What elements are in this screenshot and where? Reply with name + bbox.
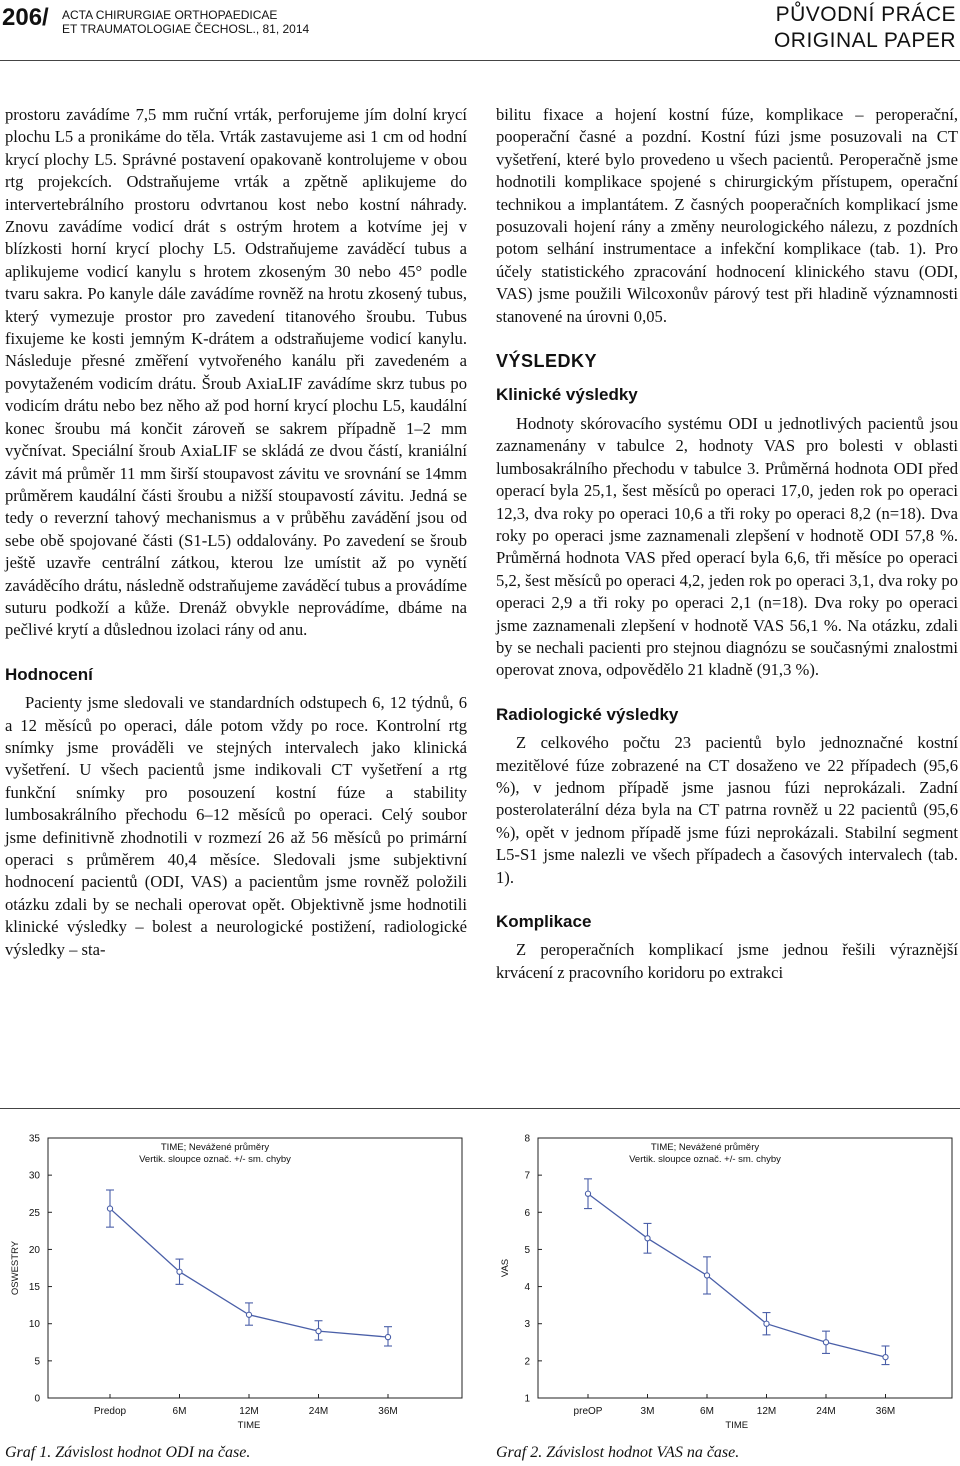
section-cz: PŮVODNÍ PRÁCE [775, 3, 956, 26]
chart-vas [490, 1118, 960, 1438]
chart-title-line-2: Vertik. sloupce označ. +/- sm. chyby [139, 1154, 291, 1165]
right-paragraph-1: bilitu fixace a hojení kostní fúze, komplikace – peroperační, pooperační časné a pozdní. Kostní fúzi jsme posuzovali na CT vyšetření, které bylo provedeno u všech pacientů. Peroperačně jsme hodnotili komplikace spojené s chirurgickým přístupem, operační technikou a implantátem. Z časných pooperačních komplikací jsme posuzovali hojení rány a změny neurologického nálezu, z pozdních potom selhání instrumentace a infekční komplikace (tab. 1). Pro účely statistického zpracování hodnocení klinického stavu (ODI, VAS) jsme použili Wilcoxonův párový test při hladině významnosti stanovené na úrovni 0,05. [496, 105, 958, 326]
data-point [764, 1321, 769, 1326]
journal-line-1: ACTA CHIRURGIAE ORTHOPAEDICAE [62, 8, 278, 22]
y-tick-label: 5 [524, 1244, 530, 1256]
y-tick-label: 20 [28, 1244, 40, 1256]
journal-line-2: ET TRAUMATOLOGIAE ČECHOSL., 81, 2014 [62, 22, 310, 36]
right-paragraph-2: Hodnoty skórovacího systému ODI u jednotlivých pacientů jsou zaznamenány v tabulce 2, hodnoty VAS pro bolesti v oblasti lumbosakrálního přechodu v tabulce 3. Průměrná hodnota ODI před operací byla 25,1, šest měsíců po operaci 17,0, jeden rok po operaci 12,3, dva roky po operaci 10,6 a tři roky po operaci 8,2 (n=18). Dva roky po operaci jsme zaznamenali zlepšení v hodnotě ODI 57,8 %. Průměrná hodnota VAS před operací byla 6,6, tři měsíce po operaci 5,2, šest měsíců po operaci 4,2, jeden rok po operaci 3,1, dva roky po operaci 2,9 a tři roky po operaci 2,1 (n=18). Dva roky po operaci jsme zaznamenali zlepšení v hodnotě VAS 56,1 %. Na otázku, zdali by se nechali pacienti pro stejnou diagnózu se současnými znalostmi operovat znova, odpovědělo 21 kladně (91,3 %). [496, 413, 958, 680]
heading-komplikace: Komplikace [496, 912, 592, 931]
data-point [246, 1312, 251, 1317]
figure-divider [0, 1108, 960, 1109]
left-column [5, 104, 467, 961]
y-tick-label: 30 [28, 1170, 40, 1182]
y-tick-label: 25 [28, 1207, 40, 1219]
x-tick-label: 12M [239, 1406, 259, 1417]
y-tick-label: 15 [28, 1282, 40, 1294]
chart-odi [0, 1118, 470, 1438]
x-tick-label: 12M [756, 1406, 777, 1417]
x-tick-label: 24M [308, 1406, 329, 1417]
data-point [704, 1273, 709, 1278]
data-point [316, 1329, 321, 1334]
x-tick-label: Predop [93, 1406, 127, 1417]
journal-name [62, 8, 362, 36]
data-point [177, 1269, 182, 1274]
y-tick-label: 35 [28, 1133, 40, 1145]
y-tick-label: 8 [524, 1133, 530, 1145]
data-point [823, 1340, 828, 1345]
data-point [585, 1191, 590, 1196]
x-tick-label: 6M [700, 1406, 714, 1417]
heading-vysledky: VÝSLEDKY [496, 351, 598, 372]
plot-frame [48, 1138, 462, 1398]
y-axis-label: OSWESTRY [10, 1240, 21, 1296]
caption-graf-2: Graf 2. Závislost hodnot VAS na čase. [496, 1444, 740, 1461]
x-tick-label: 36M [378, 1406, 398, 1417]
chart-vas-svg [490, 1118, 960, 1438]
x-tick-label: 6M [172, 1406, 187, 1417]
chart-odi-svg [0, 1118, 470, 1438]
section-label [774, 2, 956, 54]
left-paragraph-2: Pacienty jsme sledovali ve standardních odstupech 6, 12 týdnů, 6 a 12 měsíců po operaci, dále potom vždy po roce. Kontrolní rtg snímky jsme prováděli ve stejných intervalech jako klinická vyšetření. U všech pacientů jsme indikovali CT vyšetření a rtg funkční snímky pro posouzení kostní fúze a stability lumbosakrálního přechodu 6–12 měsíců po operaci. Celý soubor jsme definitivně zhodnotili v rozmezí 26 až 56 měsíců po primární operaci s průměrem 40,4 měsíce. Sledovali jsme subjektivní hodnocení pacientů (ODI, VAS) a pacientům jsme rovněž položili otázku zdali by se nechali operovat opět. Objektivně jsme hodnotili klinické výsledky – bolest a neurologické postižení, radiologické výsledky – sta- [5, 693, 467, 959]
chart-title-line-1: TIME; Nevážené průměry [650, 1142, 760, 1153]
x-axis-label: TIME [725, 1420, 749, 1431]
series-line [588, 1194, 886, 1357]
chart-title-line-1: TIME; Nevážené průměry [160, 1142, 270, 1153]
plot-frame [538, 1138, 952, 1398]
section-en: ORIGINAL PAPER [773, 29, 956, 52]
heading-klinicke: Klinické výsledky [496, 385, 638, 405]
y-tick-label: 3 [524, 1319, 530, 1331]
x-tick-label: 3M [640, 1406, 655, 1417]
y-tick-label: 4 [524, 1282, 530, 1294]
caption-graf-1: Graf 1. Závislost hodnot ODI na čase. [5, 1444, 251, 1461]
y-axis-label: VAS [500, 1258, 511, 1278]
page-number: 206/ [2, 4, 49, 31]
y-tick-label: 1 [524, 1393, 530, 1405]
x-axis-label: TIME [237, 1420, 261, 1431]
y-tick-label: 10 [28, 1319, 40, 1331]
data-point [107, 1206, 112, 1211]
y-tick-label: 7 [524, 1170, 530, 1182]
data-point [385, 1334, 390, 1339]
heading-hodnoceni: Hodnocení [5, 664, 93, 684]
data-point [883, 1355, 888, 1360]
left-paragraph-1: prostoru zavádíme 7,5 mm ruční vrták, perforujeme jím dolní krycí plochu L5 a pronikáme do těla. Vrták zastavujeme asi 1 cm od hodní krycí plochy L5. Správné postavení opakovaně kontrolujeme v obou rtg projekcích. Odstraňujeme vrták a zpětně aplikujeme do intervertebrálního prostoru odvrtanou kost nebo kostní náhrady. Znovu zavádíme vodicí drát s ostrým hrotem a kotvíme jej v blízkosti horní krycí plochy L5. Odstraňujeme zaváděcí tubus a aplikujeme vodicí kanylu s hrotem zkoseným 30 nebo 45° podle tvaru sakra. Po kanyle dále zavádíme rovněž na hrotu zkosený tubus, který vymezuje prostor pro zavedení titanového šroubu. Tubus fixujeme ke kosti jemným K-drátem a odstraňujeme vodicí kanylu. Následuje přesné změření vytvořeného kanálu při zavedeném a povytaženém vodicím drátu. Šroub AxiaLIF zavádíme skrz tubus po vodicím drátu nebo bez něho až pod horní krycí plochu L5, kaudální konec šroubu má končit zároveň se sakrem případně 1–2 mm vyčnívat. Speciální šroub AxiaLIF se skládá ze dvou částí, kraniální závit má průměr 11 mm širší stoupavost závitu ve srovnání se 14mm průměrem kaudální části šroubu a nižší stoupavostí závitu. Jedná se tedy o reverzní tahový mechanismus a v průběhu zavádění jsou od sebe obě spojované části (S1-L5) oddalovány. Po zavedení se šroub ještě uzavře centrální zátkou, kterou lze umístit až po vynětí zaváděcího drátu, následně odstraňujeme zaváděcí tubus a provádíme suturu podkoží a kůže. Drenáž obvykle neprovádíme, dbáme na pečlivé krytí a důslednou izolaci rány od anu. [5, 105, 467, 640]
header-divider [0, 60, 960, 61]
x-tick-label: 24M [816, 1406, 836, 1417]
y-tick-label: 6 [524, 1207, 530, 1219]
x-tick-label: preOP [573, 1406, 603, 1417]
data-point [645, 1236, 650, 1241]
y-tick-label: 0 [34, 1393, 40, 1405]
chart-title-line-2: Vertik. sloupce označ. +/- sm. chyby [629, 1154, 781, 1165]
right-paragraph-4: Z peroperačních komplikací jsme jednou řešili výraznější krvácení z pracovního koridoru po extrakci [496, 940, 958, 982]
y-tick-label: 5 [34, 1356, 40, 1368]
heading-radiologicke: Radiologické výsledky [496, 704, 679, 724]
right-paragraph-3: Z celkového počtu 23 pacientů bylo jednoznačné kostní mezitělové fúze zobrazené na CT dosaženo ve 22 případech (95,6 %), v jednom případě jsme jasnou fúzi neprokázali. Zadní posterolaterální déza byla na CT patrna rovněž u 22 pacientů (95,6 %), opět v jednom případě jsme fúzi neprokázali. Stabilní segment L5-S1 jsme nalezli ve všech případech a časových intervalech (tab. 1). [496, 733, 958, 887]
x-tick-label: 36M [875, 1406, 896, 1417]
right-column [496, 104, 958, 984]
y-tick-label: 2 [524, 1356, 530, 1368]
